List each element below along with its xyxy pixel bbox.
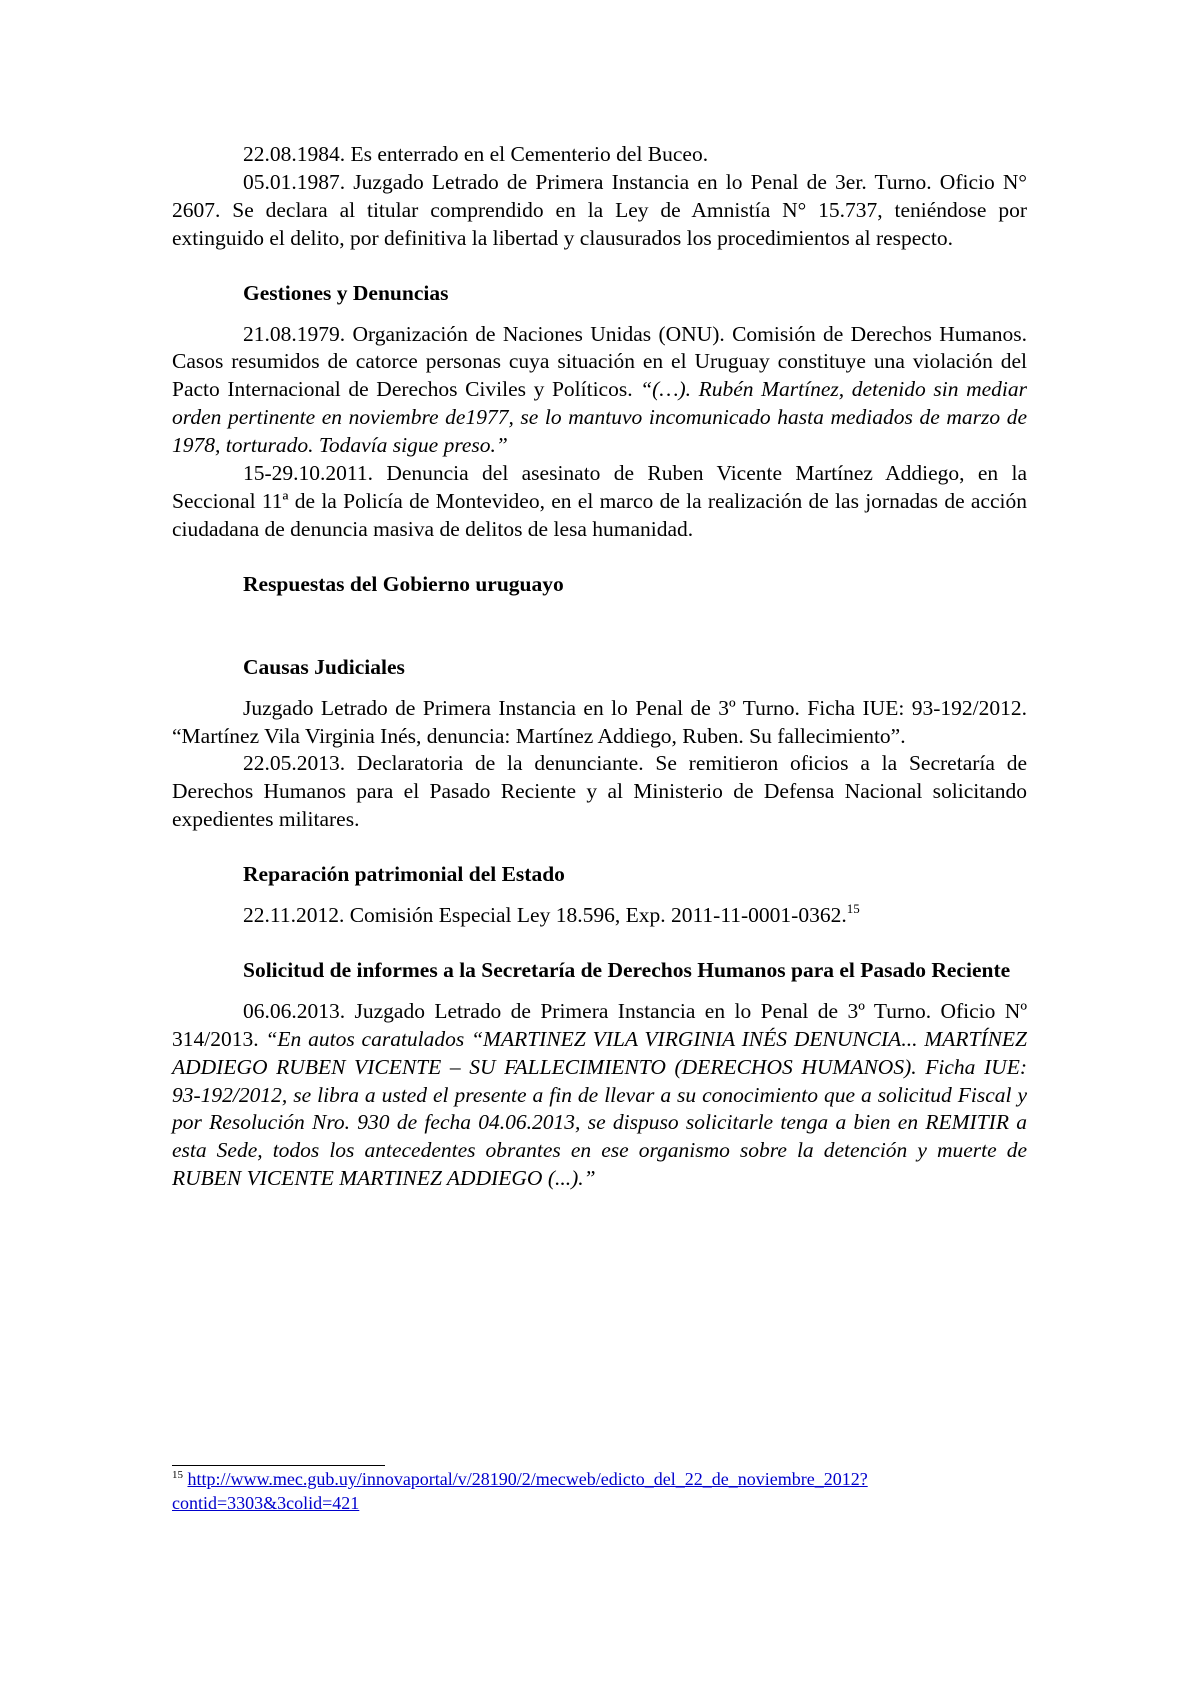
onu-quote: “(…). Rubén Martínez, detenido sin mediar orden pertinente en noviembre de1977, se lo mantuvo incomunicado hasta mediados de marzo de 1978, torturado. Todavía sigue preso.” — [172, 377, 1027, 458]
burial-paragraph: 22.08.1984. Es enterrado en el Cementerio del Buceo. — [243, 142, 709, 166]
amnesty-paragraph: 05.01.1987. Juzgado Letrado de Primera Instancia en lo Penal de 3er. Turno. Oficio N° 2607. Se declara al titular comprendido en la Ley de Amnistía N° 15.737, teniéndose por extinguido el delito, por definitiva la libertad y clausurados los procedimientos al respecto. — [172, 169, 1027, 250]
footnote-separator — [172, 1465, 385, 1466]
section-heading-causas: Causas Judiciales — [243, 654, 405, 679]
page-content — [172, 141, 1027, 1193]
section-heading-solicitud: Solicitud de informes a la Secretaría de Derechos Humanos para el Pasado Reciente — [243, 957, 1011, 982]
footnote-link[interactable]: http://www.mec.gub.uy/innovaportal/v/28190/2/mecweb/edicto_del_22_de_noviembre_2012?contid=3303&3colid=421 — [172, 1469, 868, 1513]
denuncia-paragraph: 15-29.10.2011. Denuncia del asesinato de Ruben Vicente Martínez Addiego, en la Seccional 11ª de la Policía de Montevideo, en el marco de la realización de las jornadas de acción ciudadana de denuncia masiva de delitos de lesa humanidad. — [172, 461, 1027, 541]
footnote-number: 15 — [172, 1469, 183, 1481]
onu-text: 21.08.1979. Organización de Naciones Unidas (ONU). Comisión de Derechos Humanos. Casos resumidos de catorce personas cuya situación en el Uruguay constituye una violación del Pacto Internacional de Derechos Civiles y Políticos. — [172, 321, 1027, 402]
comision-paragraph — [172, 902, 1027, 930]
onu-paragraph — [172, 321, 1027, 461]
oficio-text: 06.06.2013. Juzgado Letrado de Primera Instancia en lo Penal de 3º Turno. Oficio Nº 314/2013. — [172, 998, 1027, 1051]
comision-text: 22.11.2012. Comisión Especial Ley 18.596, Exp. 2011-11-0001-0362. — [243, 903, 847, 928]
section-heading-reparacion: Reparación patrimonial del Estado — [243, 862, 565, 887]
declaratoria-paragraph: 22.05.2013. Declaratoria de la denunciante. Se remitieron oficios a la Secretaría de Derechos Humanos para el Pasado Reciente y al Ministerio de Defensa Nacional solicitando expedientes militares. — [172, 751, 1027, 832]
oficio-paragraph — [172, 998, 1027, 1193]
section-heading-respuestas: Respuestas del Gobierno uruguayo — [243, 571, 564, 596]
oficio-quote: “En autos caratulados “MARTINEZ VILA VIRGINIA INÉS DENUNCIA... MARTÍNEZ ADDIEGO RUBEN VICENTE – SU FALLECIMIENTO (DERECHOS HUMANOS). Ficha IUE: 93-192/2012, se libra a usted el presente a fin de llevar a su conocimiento que a solicitud Fiscal y por Resolución Nro. 930 de fecha 04.06.2013, se dispuso solicitarle tenga a bien en REMITIR a esta Sede, todos los antecedentes obrantes en ese organismo sobre la detención y muerte de RUBEN VICENTE MARTINEZ ADDIEGO (...).” — [172, 1026, 1027, 1191]
section-heading-gestiones: Gestiones y Denuncias — [243, 280, 449, 305]
juzgado-paragraph: Juzgado Letrado de Primera Instancia en lo Penal de 3º Turno. Ficha IUE: 93-192/2012. “Martínez Vila Virginia Inés, denuncia: Martínez Addiego, Ruben. Su fallecimiento”. — [172, 695, 1027, 748]
footnote — [172, 1467, 1027, 1515]
footnote-reference[interactable]: 15 — [846, 901, 860, 917]
